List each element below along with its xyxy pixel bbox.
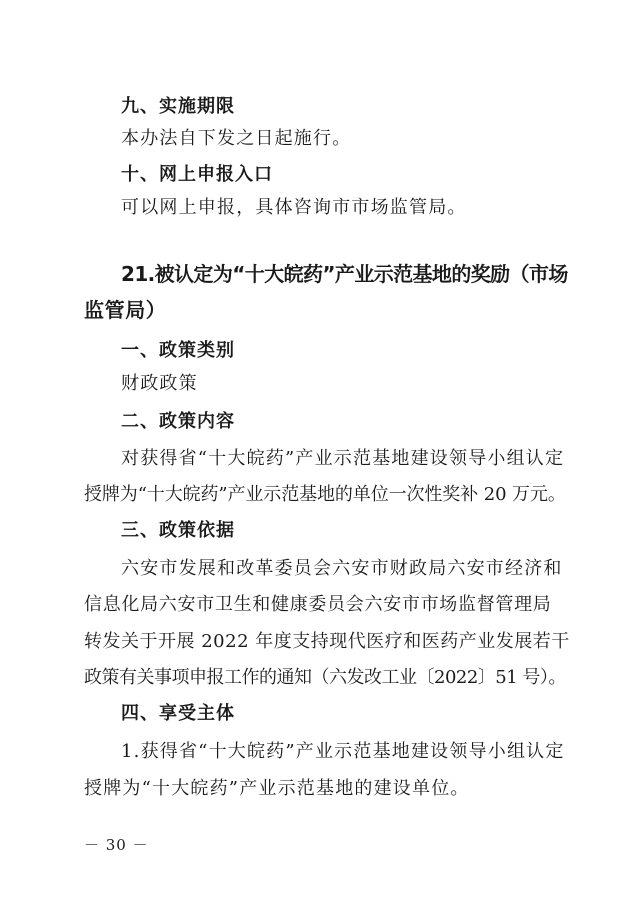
section-body-policy-basis-line-4: 政策有关事项申报工作的通知（六发改工业〔2022〕51 号）。: [84, 667, 566, 688]
section-body-online-application: 可以网上申报，具体咨询市市场监管局。: [121, 197, 467, 218]
section-body-policy-basis-line-2: 信息化局六安市卫生和健康委员会六安市市场监督管理局: [84, 594, 552, 615]
section-heading-policy-category: 一、政策类别: [121, 340, 235, 361]
section-heading-implementation-period: 九、实施期限: [121, 96, 235, 117]
section-body-policy-basis-line-3: 转发关于开展 2022 年度支持现代医疗和医药产业发展若干: [84, 631, 570, 652]
section-body-policy-category: 财政政策: [121, 373, 198, 394]
section-body-eligible-subject-line-2: 授牌为“十大皖药”产业示范基地的建设单位。: [84, 778, 470, 799]
section-body-eligible-subject-line-1: 1.获得省“十大皖药”产业示范基地建设领导小组认定: [121, 741, 565, 762]
section-body-policy-basis-line-1: 六安市发展和改革委员会六安市财政局六安市经济和: [121, 558, 563, 579]
page-number: － 30 －: [84, 836, 149, 854]
section-body-policy-content-line-1: 对获得省“十大皖药”产业示范基地建设领导小组认定: [121, 448, 565, 469]
section-heading-eligible-subject: 四、享受主体: [121, 703, 235, 724]
section-heading-policy-content: 二、政策内容: [121, 411, 235, 432]
item-title-line-1: 21.被认定为“十大皖药”产业示范基地的奖励（市场: [121, 262, 568, 286]
section-heading-online-application: 十、网上申报入口: [121, 164, 273, 185]
section-body-policy-content-line-2: 授牌为“十大皖药”产业示范基地的单位一次性奖补 20 万元。: [84, 484, 566, 505]
section-heading-policy-basis: 三、政策依据: [121, 520, 235, 541]
section-body-implementation-period: 本办法自下发之日起施行。: [121, 128, 352, 149]
item-title-line-2: 监管局）: [84, 298, 167, 322]
